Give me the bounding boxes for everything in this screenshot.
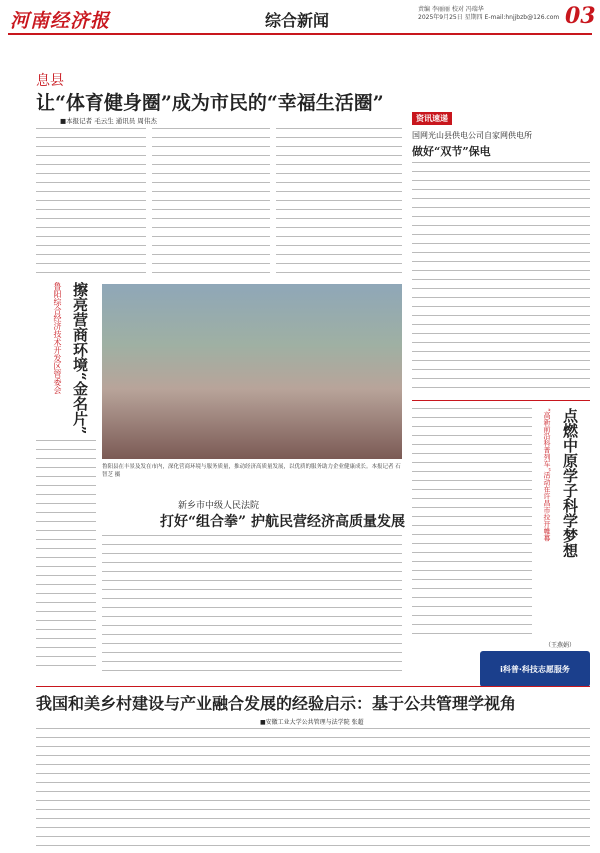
story2-body xyxy=(36,440,96,670)
sidebar-rule xyxy=(412,400,590,401)
meta-line-2: 2025年9月25日 星期四 E-mail:hnjjbzb@126.com xyxy=(418,14,560,21)
story4-headline: 我国和美乡村建设与产业融合发展的经验启示：基于公共管理学视角 xyxy=(36,694,517,713)
sidebar-kicker: 国网光山县供电公司自家网供电所 xyxy=(412,131,532,140)
story1-byline: ■本报记者 毛云生 通讯员 周伟杰 xyxy=(60,117,157,125)
bottom-rule xyxy=(36,686,590,687)
sidebar-story2-body xyxy=(412,408,532,638)
text-lines xyxy=(276,128,402,273)
story4-body xyxy=(36,728,590,846)
photo-caption: 鲁阳县在丰景及发在市内，深化营商环境与服务质量，推动经济高质量发展，以优质的服务助力企业健康成长。本报记者 石智芝 摄 xyxy=(102,464,401,478)
sidebar-title: 做好“双节”保电 xyxy=(412,145,491,158)
masthead-title: 河南经济报 xyxy=(10,10,111,32)
story3-kicker: 新乡市中级人民法院 xyxy=(178,501,260,511)
sidebar-label: 资讯速递 xyxy=(412,112,452,125)
sidebar-body xyxy=(412,162,590,392)
story2-title: 擦亮营商环境“金名片” xyxy=(71,282,89,435)
top-rule xyxy=(8,33,592,35)
story-photo xyxy=(102,284,402,459)
story1-body-col2 xyxy=(152,128,270,273)
sidebar-story2-kicker: “高新前沿科普列车”活动在许昌市拉开帷幕 xyxy=(543,408,551,542)
story1-body-col3 xyxy=(276,128,402,273)
story1-body-col1 xyxy=(36,128,146,273)
story1-kicker: 息县 xyxy=(36,73,64,89)
ad-banner: i科普·科技志愿服务 xyxy=(480,651,590,687)
section-title: 综合新闻 xyxy=(265,11,330,30)
story3-body xyxy=(102,535,402,675)
story2-subtitle: 鲁阳综合经济技术开发区管委会 xyxy=(53,282,62,394)
story1-headline: 让“体育健身圈”成为市民的“幸福生活圈” xyxy=(36,92,384,114)
text-lines xyxy=(152,128,270,273)
meta-line-1: 责编 李丽丽 校对 冯瑞华 xyxy=(418,6,484,13)
masthead-meta xyxy=(418,6,559,22)
story4-byline: ■安徽工业大学公共管理与法学院 张超 xyxy=(260,719,364,726)
sidebar-story2-byline: （王燕娟） xyxy=(545,642,576,649)
page-number: 03 xyxy=(565,3,596,29)
story3-headline: 打好“组合拳” 护航民营经济高质量发展 xyxy=(160,514,405,530)
text-lines xyxy=(36,128,146,273)
sidebar-story2-title: 点燃中原学子科学梦想 xyxy=(561,408,579,558)
